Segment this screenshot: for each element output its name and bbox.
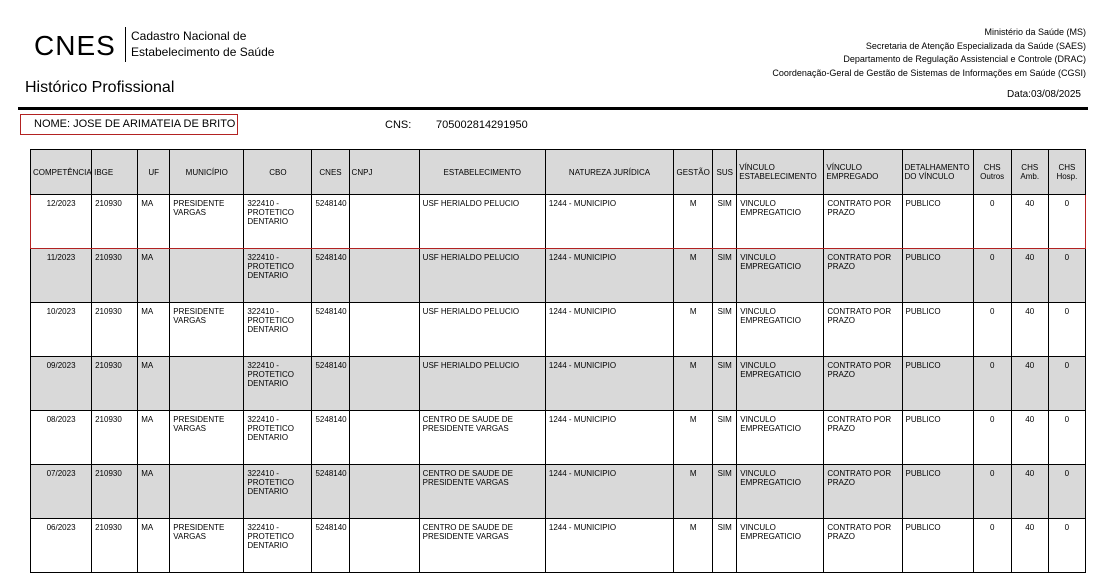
table-header [31,150,1086,195]
col-chs-amb: CHS Amb. [1011,150,1048,195]
cell-vinc_emp: CONTRATO POR PRAZO [824,519,902,573]
cnes-logo: CNES [34,30,116,61]
cell-gestao: M [674,519,713,573]
table-row [31,411,1086,465]
cell-chs_outros: 0 [973,411,1011,465]
cell-municipio: PRESIDENTE VARGAS [170,195,244,249]
cell-chs_hosp: 0 [1048,411,1085,465]
cell-natureza: 1244 - MUNICIPIO [545,303,673,357]
cell-cnes: 5248140 [312,303,349,357]
page-title: Histórico Profissional [25,79,175,96]
cell-sus: SIM [713,195,737,249]
cell-vinc_est: VINCULO EMPREGATICIO [737,519,824,573]
logo-subtitle [131,28,274,60]
table-row [31,303,1086,357]
name-value: JOSE DE ARIMATEIA DE BRITO [73,118,236,130]
col-ibge: IBGE [92,150,138,195]
cell-natureza: 1244 - MUNICIPIO [545,249,673,303]
cell-estabelecimento: USF HERIALDO PELUCIO [419,357,545,411]
header-divider [18,107,1088,110]
cell-cbo: 322410 - PROTETICO DENTARIO [244,519,312,573]
cell-chs_hosp: 0 [1048,357,1085,411]
cell-ibge: 210930 [92,195,138,249]
cell-chs_hosp: 0 [1048,465,1085,519]
cell-cbo: 322410 - PROTETICO DENTARIO [244,357,312,411]
cell-sus: SIM [713,303,737,357]
cell-gestao: M [674,303,713,357]
table-row [31,357,1086,411]
cell-municipio [170,357,244,411]
cell-chs_outros: 0 [973,519,1011,573]
cell-detalhamento: PUBLICO [902,249,973,303]
cell-cnes: 5248140 [312,465,349,519]
cell-chs_hosp: 0 [1048,303,1085,357]
cell-detalhamento: PUBLICO [902,519,973,573]
cell-estabelecimento: USF HERIALDO PELUCIO [419,195,545,249]
cell-competencia: 12/2023 [31,195,92,249]
cell-cnpj [349,195,419,249]
cell-sus: SIM [713,357,737,411]
cell-chs_amb: 40 [1011,519,1048,573]
cell-competencia: 07/2023 [31,465,92,519]
history-table [30,149,1086,573]
cell-detalhamento: PUBLICO [902,303,973,357]
cell-chs_outros: 0 [973,357,1011,411]
cell-chs_amb: 40 [1011,411,1048,465]
cell-cnes: 5248140 [312,195,349,249]
ministry-line: Secretaria de Atenção Especializada da Saúde (SAES) [865,40,1086,51]
cell-chs_outros: 0 [973,465,1011,519]
cell-vinc_est: VINCULO EMPREGATICIO [737,303,824,357]
professional-name [20,114,238,135]
cell-natureza: 1244 - MUNICIPIO [545,411,673,465]
table-row [31,249,1086,303]
cell-chs_amb: 40 [1011,357,1048,411]
table-row [31,195,1086,249]
cell-detalhamento: PUBLICO [902,411,973,465]
cell-cnes: 5248140 [312,411,349,465]
cell-gestao: M [674,249,713,303]
cell-ibge: 210930 [92,357,138,411]
cell-chs_amb: 40 [1011,303,1048,357]
col-cnpj: CNPJ [349,150,419,195]
ministry-line: Ministério da Saúde (MS) [984,27,1086,37]
cell-vinc_est: VINCULO EMPREGATICIO [737,249,824,303]
cell-uf: MA [138,303,170,357]
cell-cnpj [349,411,419,465]
cell-natureza: 1244 - MUNICIPIO [545,519,673,573]
cell-sus: SIM [713,249,737,303]
cell-vinc_emp: CONTRATO POR PRAZO [824,411,902,465]
cell-uf: MA [138,465,170,519]
cell-estabelecimento: CENTRO DE SAUDE DE PRESIDENTE VARGAS [419,519,545,573]
cell-municipio: PRESIDENTE VARGAS [170,303,244,357]
logo-subtitle-line1: Cadastro Nacional de [131,29,247,43]
name-label: NOME: [34,118,71,130]
table-row [31,465,1086,519]
col-competencia: COMPETÊNCIA [31,150,92,195]
logo-divider [125,27,126,62]
table-row [31,519,1086,573]
cell-cbo: 322410 - PROTETICO DENTARIO [244,249,312,303]
cell-vinc_emp: CONTRATO POR PRAZO [824,465,902,519]
cell-ibge: 210930 [92,249,138,303]
cell-uf: MA [138,357,170,411]
cell-competencia: 08/2023 [31,411,92,465]
cell-vinc_emp: CONTRATO POR PRAZO [824,303,902,357]
cell-ibge: 210930 [92,519,138,573]
col-chs-hosp: CHS Hosp. [1048,150,1085,195]
ministry-block [772,26,1086,80]
col-detalhamento: DETALHAMENTO DO VÍNCULO [902,150,973,195]
cell-sus: SIM [713,411,737,465]
cell-vinc_est: VINCULO EMPREGATICIO [737,411,824,465]
cell-municipio [170,249,244,303]
logo-subtitle-line2: Estabelecimento de Saúde [131,45,275,59]
date-label: Data: [1007,89,1031,100]
report-date [1007,89,1081,100]
col-gestao: GESTÃO [674,150,713,195]
cell-chs_outros: 0 [973,303,1011,357]
cell-municipio: PRESIDENTE VARGAS [170,519,244,573]
date-value: 03/08/2025 [1030,89,1081,100]
cell-natureza: 1244 - MUNICIPIO [545,195,673,249]
cell-estabelecimento: CENTRO DE SAUDE DE PRESIDENTE VARGAS [419,465,545,519]
cell-chs_amb: 40 [1011,465,1048,519]
cell-estabelecimento: CENTRO DE SAUDE DE PRESIDENTE VARGAS [419,411,545,465]
cell-chs_hosp: 0 [1048,195,1085,249]
cell-cnpj [349,519,419,573]
cell-vinc_emp: CONTRATO POR PRAZO [824,249,902,303]
cell-uf: MA [138,411,170,465]
cell-cnes: 5248140 [312,519,349,573]
cell-uf: MA [138,249,170,303]
cell-detalhamento: PUBLICO [902,465,973,519]
cell-natureza: 1244 - MUNICIPIO [545,357,673,411]
col-estabelecimento: ESTABELECIMENTO [419,150,545,195]
cell-competencia: 06/2023 [31,519,92,573]
col-vinculo-estabelecimento: VÍNCULO ESTABELECIMENTO [737,150,824,195]
cell-cbo: 322410 - PROTETICO DENTARIO [244,303,312,357]
cell-detalhamento: PUBLICO [902,357,973,411]
cell-cnpj [349,303,419,357]
cell-ibge: 210930 [92,465,138,519]
cell-cbo: 322410 - PROTETICO DENTARIO [244,465,312,519]
cell-cnpj [349,249,419,303]
col-municipio: MUNICÍPIO [170,150,244,195]
cns-value: 705002814291950 [436,119,528,131]
cell-ibge: 210930 [92,303,138,357]
cell-competencia: 11/2023 [31,249,92,303]
cell-vinc_emp: CONTRATO POR PRAZO [824,195,902,249]
cell-uf: MA [138,195,170,249]
col-uf: UF [138,150,170,195]
cell-vinc_est: VINCULO EMPREGATICIO [737,195,824,249]
cell-natureza: 1244 - MUNICIPIO [545,465,673,519]
cell-chs_amb: 40 [1011,249,1048,303]
cell-estabelecimento: USF HERIALDO PELUCIO [419,303,545,357]
col-sus: SUS [713,150,737,195]
cell-competencia: 09/2023 [31,357,92,411]
cell-ibge: 210930 [92,411,138,465]
cell-chs_outros: 0 [973,249,1011,303]
cell-detalhamento: PUBLICO [902,195,973,249]
cell-cnpj [349,465,419,519]
col-vinculo-empregado: VÍNCULO EMPREGADO [824,150,902,195]
col-cnes: CNES [312,150,349,195]
cell-chs_hosp: 0 [1048,519,1085,573]
cell-gestao: M [674,411,713,465]
col-chs-outros: CHS Outros [973,150,1011,195]
cell-vinc_est: VINCULO EMPREGATICIO [737,465,824,519]
cell-chs_amb: 40 [1011,195,1048,249]
cell-gestao: M [674,465,713,519]
cell-cbo: 322410 - PROTETICO DENTARIO [244,411,312,465]
cell-estabelecimento: USF HERIALDO PELUCIO [419,249,545,303]
cell-sus: SIM [713,465,737,519]
cell-municipio: PRESIDENTE VARGAS [170,411,244,465]
cell-cnes: 5248140 [312,249,349,303]
cell-cbo: 322410 - PROTETICO DENTARIO [244,195,312,249]
col-cbo: CBO [244,150,312,195]
cell-gestao: M [674,195,713,249]
cell-chs_outros: 0 [973,195,1011,249]
cell-vinc_emp: CONTRATO POR PRAZO [824,357,902,411]
cell-vinc_est: VINCULO EMPREGATICIO [737,357,824,411]
cell-competencia: 10/2023 [31,303,92,357]
cell-gestao: M [674,357,713,411]
cns-label: CNS: [385,119,412,131]
col-natureza: NATUREZA JURÍDICA [545,150,673,195]
ministry-line: Departamento de Regulação Assistencial e Controle (DRAC) [843,54,1086,64]
cell-cnes: 5248140 [312,357,349,411]
cell-sus: SIM [713,519,737,573]
cell-municipio [170,465,244,519]
cell-chs_hosp: 0 [1048,249,1085,303]
cell-uf: MA [138,519,170,573]
cell-cnpj [349,357,419,411]
ministry-line: Coordenação-Geral de Gestão de Sistemas de Informações em Saúde (CGSI) [772,67,1086,78]
